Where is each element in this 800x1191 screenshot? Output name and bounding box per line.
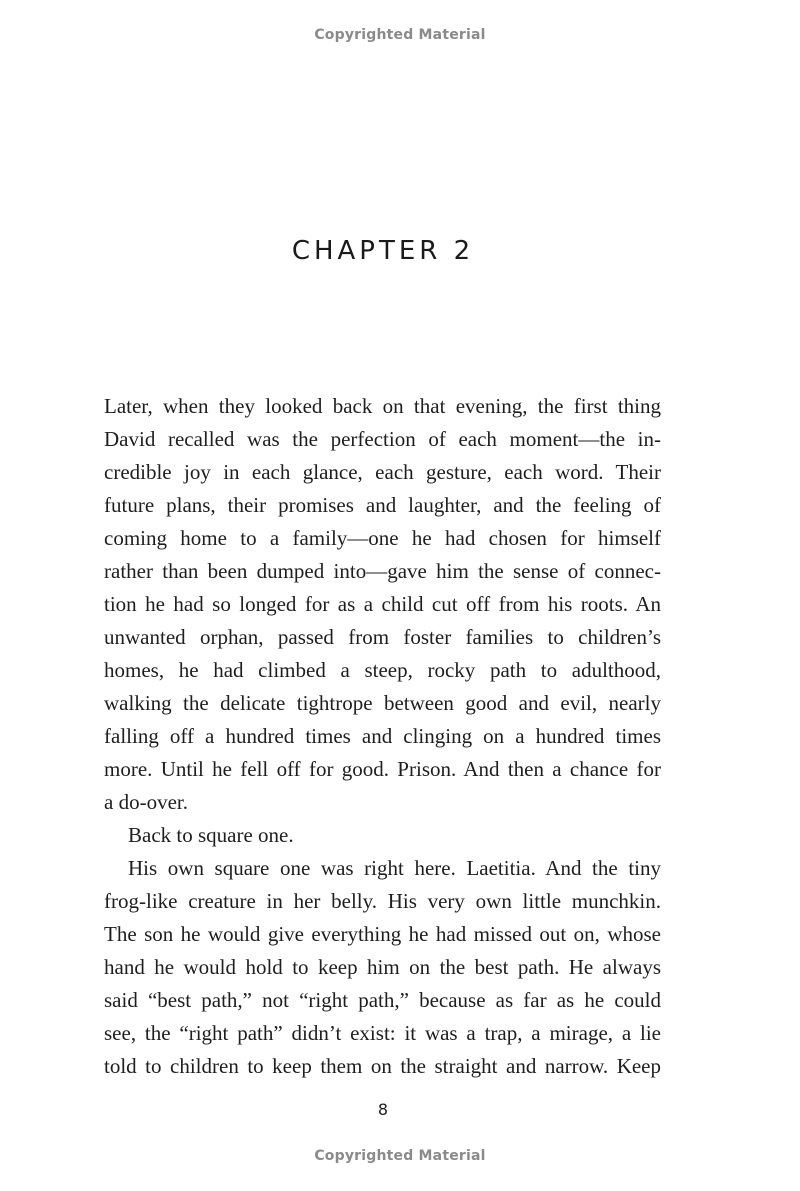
text-line: The son he would give everything he had missed out on, whose xyxy=(104,922,661,946)
text-line: said “best path,” not “right path,” because as far as he could xyxy=(104,988,661,1012)
text-line: rather than been dumped into—gave him the sense of connec- xyxy=(104,559,661,583)
text-line: told to children to keep them on the straight and narrow. Keep xyxy=(104,1054,661,1078)
text-line: His own square one was right here. Laetitia. And the tiny xyxy=(128,856,661,880)
text-line: a do-over. xyxy=(104,790,188,814)
text-line: walking the delicate tightrope between good and evil, nearly xyxy=(104,691,661,715)
chapter-body xyxy=(104,390,661,1083)
page-number: 8 xyxy=(377,1100,389,1119)
text-line: homes, he had climbed a steep, rocky path to adulthood, xyxy=(104,658,661,682)
text-line: unwanted orphan, passed from foster families to children’s xyxy=(104,625,661,649)
text-line: falling off a hundred times and clinging on a hundred times xyxy=(104,724,661,748)
text-line: see, the “right path” didn’t exist: it was a trap, a mirage, a lie xyxy=(104,1021,661,1045)
text-line: coming home to a family—one he had chosen for himself xyxy=(104,526,661,550)
text-line: Later, when they looked back on that evening, the first thing xyxy=(104,394,661,418)
text-line: tion he had so longed for as a child cut off from his roots. An xyxy=(104,592,661,616)
copyright-watermark-bottom: Copyrighted Material xyxy=(314,1148,486,1164)
chapter-title: CHAPTER 2 xyxy=(291,236,475,266)
text-line: David recalled was the perfection of each moment—the in- xyxy=(104,427,661,451)
text-line: more. Until he fell off for good. Prison. And then a chance for xyxy=(104,757,661,781)
text-line: Back to square one. xyxy=(128,823,294,847)
text-line: frog-like creature in her belly. His very own little munchkin. xyxy=(104,889,661,913)
text-line: hand he would hold to keep him on the best path. He always xyxy=(104,955,661,979)
copyright-watermark-top: Copyrighted Material xyxy=(314,27,486,43)
text-line: future plans, their promises and laughter, and the feeling of xyxy=(104,493,661,517)
text-line: credible joy in each glance, each gesture, each word. Their xyxy=(104,460,661,484)
